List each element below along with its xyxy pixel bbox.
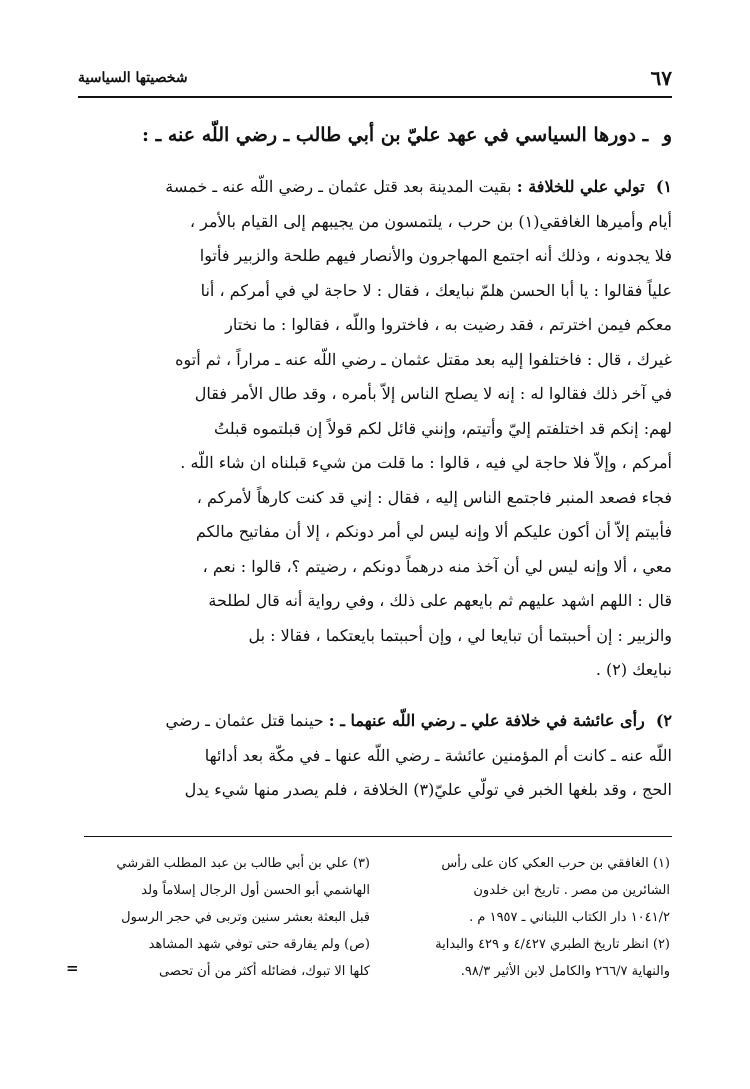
paragraph-number: ٢) — [655, 711, 672, 730]
body-line: معي ، ألا وإنه ليس لي أن آخذ منه درهماً دونكم ، رضيتم ؟، قالوا : نعم ، — [202, 556, 672, 576]
footnote-line: ١٠٤١/٢ دار الكتاب اللبناني ـ ١٩٥٧ م . — [469, 910, 670, 925]
footnote-line: والنهاية ٢٦٦/٧ والكامل لابن الأثير ٩٨/٣. — [460, 964, 670, 979]
footnote-line: (١) الغافقي بن حرب العكي كان على رأس — [441, 856, 670, 871]
paragraph-title: رأى عائشة في خلافة علي ـ رضي اللّه عنهما ـ : — [328, 711, 645, 730]
body-line: فأبيتم إلاّ أن أكون عليكم ألا وإنه ليس لي أمر دونكم ، إلا أن مفاتيح مالكم — [195, 522, 672, 541]
running-header — [78, 66, 672, 96]
body-line — [84, 704, 672, 739]
footnote-line: كلها الا تبوك، فضائله أكثر من أن تحصى — [159, 964, 370, 979]
body-line: أيام وأميرها الغافقي(١) بن حرب ، يلتمسون من يجيبهم إلى القيام بالأمر ، — [189, 211, 672, 231]
footnotes-left-column — [66, 850, 370, 985]
body-line — [84, 170, 672, 205]
body-line: علياً فقالوا : يا أبا الحسن هلمّ نبايعك ، فقال : لا حاجة لي في أمركم ، أنا — [200, 280, 672, 300]
body-line: والزبير : إن أحببتما أن تبايعا لي ، وإن أحببتما بايعتكما ، فقالا : بل — [248, 625, 672, 645]
footnote-line: (ص) ولم يفارقه حتى توفي شهد المشاهد — [148, 937, 370, 952]
footnote-line: الشائرين من مصر . تاريخ ابن خلدون — [473, 883, 670, 898]
footnote-line: (٢) انظر تاريخ الطبري ٤/٤٢٧ و ٤٢٩ والبداية — [435, 937, 670, 952]
body-line: نبايعك (٢) . — [595, 660, 672, 679]
footnote-line: (٣) علي بن أبي طالب بن عبد المطلب القرشي — [116, 856, 370, 871]
body-line: غيرك ، قال : فاختلفوا إليه بعد مقتل عثمان ـ رضي اللّه عنه ـ مراراً ، ثم أتوه — [175, 349, 672, 369]
header-divider — [78, 96, 672, 98]
body-line: في آخر ذلك فقالوا له : إنه لا يصلح الناس إلاّ بأمره ، وقد طال الأمر فقال — [194, 384, 672, 403]
section-title: ـ دورها السياسي في عهد عليّ بن أبي طالب ـ رضي اللّه عنه ـ : — [142, 124, 649, 146]
body-line: قال : اللهم اشهد عليهم ثم بايعهم على ذلك ، وفي رواية أنه قال لطلحة — [208, 591, 672, 610]
paragraph-1 — [84, 170, 672, 688]
section-heading — [142, 124, 672, 146]
running-header-title: شخصيتها السياسية — [78, 70, 188, 86]
body-text: حينما قتل عثمان ـ رضي — [165, 711, 324, 730]
footnote-line: قبل البعثة بعشر سنين وتربى في حجر الرسول — [121, 910, 370, 925]
section-marker: و — [662, 124, 672, 146]
paragraph-number: ١) — [655, 177, 672, 196]
body-line: أمركم ، وإلاّ فلا حاجة لي فيه ، قالوا : ما قلت من شيء قبلناه ان شاء اللّه . — [180, 453, 672, 472]
body-line: فلا يجدونه ، وذلك أنه اجتمع المهاجرون والأنصار فيهم طلحة والزبير فأتوا — [199, 246, 672, 265]
body-line: اللّه عنه ـ كانت أم المؤمنين عائشة ـ رضي اللّه عنها ـ في مكّة بعد أدائها — [204, 745, 672, 765]
paragraph-title: تولي علي للخلافة : — [516, 177, 645, 196]
footnote-line: الهاشمي أبو الحسن أول الرجال إسلاماً ولد — [141, 883, 370, 898]
body-line: لهم: إنكم قد اختلفتم إليّ وأتيتم، وإنني قائل لكم قولاً إن قبلتموه قبلتُ — [214, 418, 672, 438]
body-line: فجاء فصعد المنبر فاجتمع الناس إليه ، فقال : إني قد كنت كارهاً لأمركم ، — [196, 487, 672, 507]
footnotes-right-column — [370, 850, 670, 985]
body-line: معكم فيمن اخترتم ، فقد رضيت به ، فاختروا واللّه ، فقالوا : ما نختار — [225, 315, 672, 334]
footnote-divider — [84, 836, 672, 837]
paragraph-2 — [84, 704, 672, 808]
page-number: ٦٧ — [650, 66, 672, 90]
body-text: بقيت المدينة بعد قتل عثمان ـ رضي اللّه عنه ـ خمسة — [165, 177, 512, 196]
body-line: الحج ، وقد بلغها الخبر في تولّي عليّ(٣) الخلافة ، فلم يصدر منها شيء يدل — [184, 780, 672, 799]
footnote-continued-mark: = — [66, 959, 79, 977]
